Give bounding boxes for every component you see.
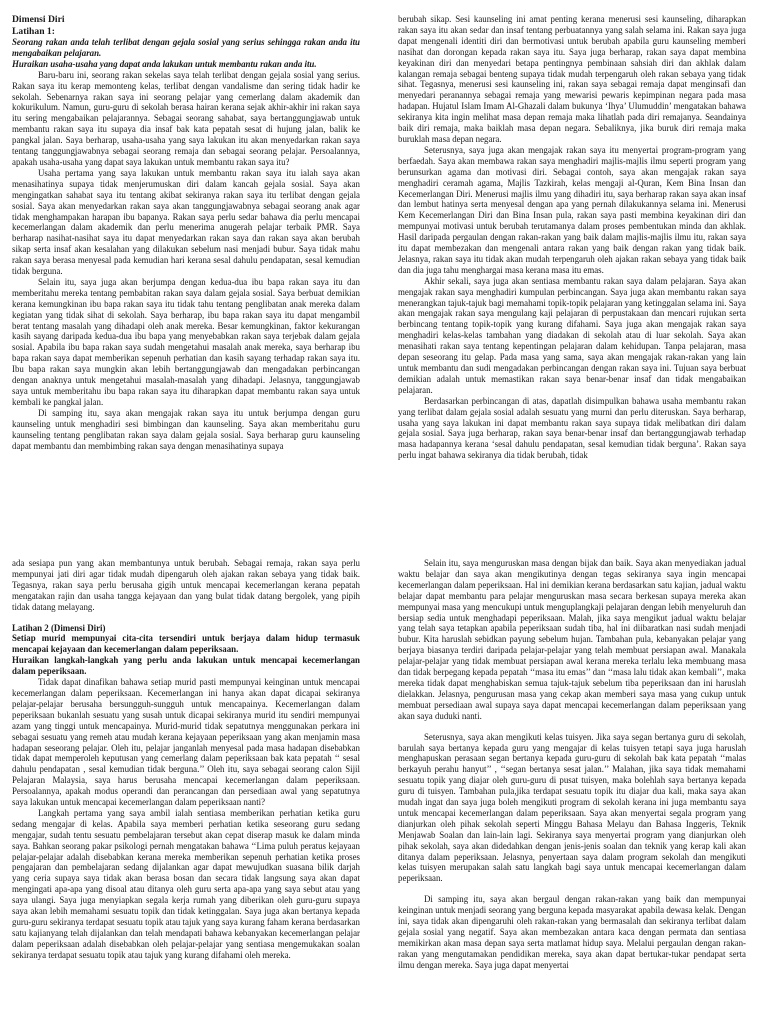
paragraph: Seterusnya, saya juga akan mengajak rakan saya itu menyertai program-program yang berfaedah. Saya akan membawa rakan saya menghadiri majlis-majlis ilmu seperti program yang berunsurkan agama dan motivasi diri. Sebagai contoh, saya akan mengajak rakan saya menghadiri ceramah agama, Majlis Tazkirah, kelas mengaji al-Quran, Kem Bina Insan dan Kecemerlangan Diri. Menerusi majlis ilmu yang dihadiri itu, saya berharap rakan saya akan insaf dan lembut hatinya serta menyesal dengan apa yang pernah dilakukannya selama ini. Menerusi Kem Kecemerlangan Diri dan Bina Insan pula, rakan saya pasti membina keyakinan diri dan mempunyai motivasi untuk berubah terutamanya dalam proses pembentukan minda dan akhlak. Hasil daripada pergaulan dengan rakan-rakan yang baik dalam majlis-majlis ilmu itu, rakan saya itu dapat membezakan dan mengenali antara rakan yang baik dengan rakan yang tidak baik. Jelasnya, rakan saya itu tidak akan mudah terpengaruh oleh ajakan rakan sebaya yang tidak baik dan dia juga tahu menghargai masa kerana masa itu emas. [398,144,746,275]
question-task: Huraikan usaha-usaha yang dapat anda lakukan untuk membantu rakan anda itu. [12,58,317,69]
spacer [12,613,360,623]
document-page-2 [0,500,768,1024]
page1-right-column [398,14,746,461]
page2-left-column [12,558,360,961]
question-task: Huraikan langkah-langkah yang perlu anda lakukan untuk mencapai kecemerlangan dalam peperiksaan. [12,655,360,677]
paragraph: Selain itu, saya menguruskan masa dengan bijak dan baik. Saya akan menyediakan jadual waktu belajar dan saya akan mengikutinya dengan tegas sekiranya saya ingin mencapai kecemerlangan dalam peperiksaan. Hal ini demikian kerana berdasarkan satu kajian, jadual waktu belajar dapat membantu para pelajar menguruskan masa secara berkesan supaya mereka akan mempunyai masa yang mencukupi untuk menguplangkaji pelajaran dengan lebih menyeluruh dan bersiap sedia untuk menghadapi peperiksaan. Malah, jika saya mengikut jadual waktu belajar yang telah saya tetapkan apabila peperiksaan sudah tiba, hal ini diibaratkan nasi sudah menjadi bubur. Kita haruslah sebidkan payung sebelum hujan. Tambahan pula, kebanyakan pelajar yang berjaya biasanya terdiri daripada pelajar-pelajar yang telah membuat persiapan awal. Manakala pelajar-pelajar yang tidak membuat persiapan awal kerana mereka terlalu leka membuang masa dan tidak berpegang kepada pepatah ‘‘masa itu emas’’ dan ‘‘masa lalu tidak akan kembali’’, maka mereka tidak dapat menghabiskan semua tajuk-tajuk sebelum tiba peperiksaan dan ini haruslah dielakkan. Jelasnya, pengurusan masa yang cekap akan memberi saya masa yang cukup untuk membuat persediaan awal supaya saya dapat mencapai kecemerlangan dalam peperiksaan yang akan saya duduki nanti. [398,558,746,721]
page2-right-column [398,558,746,971]
paragraph: Seterusnya, saya akan mengikuti kelas tuisyen. Jika saya segan bertanya guru di sekolah, barulah saya bertanya kepada guru yang mengajar di kelas tuisyen tetapi saya juga haruslah menghapuskan perasaan segan bertanya kepada guru-guru di sekolah bak kata pepatah ‘‘malas berkayuh perahu hanyut’’ , ‘‘segan bertanya sesat jalan.’’ Malahan, jika saya tidak memahami sesuatu topik yang diajar oleh guru-guru di pusat tuisyen, maka bolehlah saya bertanya kepada guru di tuisyen. Tambahan pula,jika terdapat sesuatu topik itu diajar dua kali, maka saya akan mudah ingat dan saya juga boleh mengikuti program di sekolah kerana ini juga membantu saya untuk mencapai kecemerlangan dalam peperiksaan. Saya akan menyertai segala program yang dianjurkan oleh pihak sekolah seperti Minggu Bahasa Melayu dan Bahasa Inggeris, Teknik Menjawab Soalan dan lain-lain lagi. Sekiranya saya menyertai program yang dianjurkan oleh pihak sekolah, saya akan didedahkan dengan jenis-jenis soalan dan teknik yang kerap kali akan ditanya dalam peperiksaan. Jelasnya, penyertaan saya dalam program sekolah dan mengikuti kelas tuisyen merupakan salah satu langkah bagi saya untuk mencapai kecemerlangan dalam peperiksaan. [398,731,746,884]
exercise-heading: Latihan 2 (Dimensi Diri) [12,622,106,633]
question-statement: Setiap murid mempunyai cita-cita tersendiri untuk berjaya dalam hidup termasuk mencapai kejayaan dan kecemerlangan dalam peperiksaan. [12,633,360,655]
paragraph: Di samping itu, saya akan mengajak rakan saya itu untuk berjumpa dengan guru kaunseling untuk menghadiri sesi bimbingan dan kaunseling. Saya akan memberitahu guru kaunseling tentang penglibatan rakan saya dalam gejala sosial. Saya berharap guru kaunseling dapat membantu dan membimbing rakan saya dengan menasihatinya supaya [12,407,360,451]
section-heading: Dimensi Diri [12,14,65,25]
paragraph: Selain itu, saya juga akan berjumpa dengan kedua-dua ibu bapa rakan saya itu dan memberitahu mereka tentang pembabitan rakan saya dalam gejala sosial. Saya berbuat demikian kerana kemungkinan ibu bapa rakan saya itu tidak tahu tentang penglibatan anak mereka dalam kegiatan yang tidak sihat di sekolah. Saya berharap, ibu bapa rakan saya itu dapat mengambil berat tentang masalah yang dihadapi oleh anak mereka. Besar kemungkinan, faktor kekurangan kasih sayang daripada kedua-dua ibu bapa yang menyebabkan rakan saya terjebak dalam gejala sosial. Apabila ibu bapa rakan saya sudah mengetahui masalah anak mereka, saya berharap ibu bapa rakan saya dapat memberikan sepenuh perhatian dan kasih sayang terhadap rakan saya itu. Ibu bapa rakan saya mungkin akan lebih bertanggungjawab dan mengadakan perbincangan dengan anaknya untuk mengetahui masalah-masalah yang dihadapi. Jelasnya, tanggungjawab saya untuk memberitahu ibu bapa rakan saya itu diharapkan dapat membantu rakan saya untuk kembali ke pangkal jalan. [12,276,360,407]
paragraph: Berdasarkan perbincangan di atas, dapatlah disimpulkan bahawa usaha membantu rakan yang terlibat dalam gejala sosial adalah sesuatu yang murni dan perlu diteruskan. Saya berharap, usaha yang saya lakukan ini dapat membantu rakan saya supaya tidak melibatkan diri dalam gejala sosial. Saya juga berharap, rakan saya benar-benar insaf dan bertanggungjawab terhadap masa hadapannya kerana ‘sesal dahulu pendapatan, sesal kemudian tidak berguna’. Rakan saya perlu ingat bahawa sekiranya dia tidak berubah, tidak [398,395,746,461]
paragraph: Langkah pertama yang saya ambil ialah sentiasa memberikan perhatian ketika guru sedang mengajar di kelas. Apabila saya memberi perhatian ketika seseorang guru sedang mengajar, sudah tentu sesuatu pembelajaran tersebut akan cepat diserap masuk ke dalam minda saya. Bahkan seorang pakar psikologi pernah mengatakan bahawa ‘‘Lima puluh peratus kejayaan pelajar-pelajar adalah disebabkan kerana mereka memberikan sepenuh perhatian ketika proses pengajaran dan pembelajaran sedang dijalankan agar dapat mewujudkan suasana bilik darjah yang ceria supaya saya tidak akan berasa bosan dan secara tidak langsung saya akan dapat mengingati apa-apa yang disoal atau ditanya oleh guru serta apa-apa yang saya sebut atau yang saya ulangi. Saya juga menyiapkan segala kerja rumah yang diberikan oleh guru-guru supaya saya akan lebih memahami sesuatu topik dan tidak ketinggalan. Saya juga akan bertanya kepada guru-guru sekiranya terdapat sesuatu topik atau tajuk yang saya kurang faham kerana berdasarkan satu kajianyang telah dijalankan dan telah mendapati bahawa kebanyakan kecemerlangan pelajar dalam peperiksaan adalah disebabkan oleh pelajar-pelajar yang sentiasa mengemukakan soalan sekiranya terdapat sesuatu topik atau tajuk yang kurang difahami oleh mereka. [12,807,360,960]
paragraph: Akhir sekali, saya juga akan sentiasa membantu rakan saya dalam pelajaran. Saya akan mengajak rakan saya menghadiri kumpulan perbincangan. Saya juga akan membantu rakan saya menerangkan tajuk-tajuk bagi memahami topik-topik pelajaran yang ketinggalan selama ini. Saya akan mengajak rakan saya mengulang kaji pelajaran di perpustakaan dan mencari rujukan serta berbincang tentang topik-topik yang kurang difahami. Saya juga akan mengajak rakan saya menghadiri kelas-kelas tambahan yang diadakan di sekolah atau di luar sekolah. Saya akan menasihati rakan saya tentang kepentingan pelajaran dalam kehidupan. Tanpa pelajaran, masa depan seseorang itu gelap. Pada masa yang sama, saya akan mengajak rakan-rakan yang lain untuk membantu dan sudi mengadakan perbincangan dengan rakan saya ini. Tujuan saya berbuat demikian adalah untuk memastikan rakan saya benar-benar insaf dan tidak mengabaikan pelajaran. [398,275,746,395]
exercise-heading: Latihan 1: [12,25,55,37]
paragraph: ada sesiapa pun yang akan membantunya untuk berubah. Sebagai remaja, rakan saya perlu mempunyai jati diri agar tidak mudah dipengaruh oleh ajakan rakan sebaya yang tidak baik. Tegasnya, rakan saya perlu berusaha gigih untuk mencapai kecemerlangan kerana pepatah mengatakan rajin dan usaha tangga kejayaan dan yang bulat tidak datang bergolek, yang pipih tidak datang melayang. [12,558,360,612]
paragraph: berubah sikap. Sesi kaunseling ini amat penting kerana menerusi sesi kaunseling, diharapkan rakan saya itu akan sedar dan insaf tentang perbuatannya yang salah selama ini. Rakan saya juga dapat mengenali identiti diri dan bermotivasi untuk berubah apabila guru kaunseling memberi nasihat dan dorongan kepada rakan saya itu. Saya juga berharap, rakan saya dapat membina keyakinan diri dan menyedari betapa pentingnya pembinaan sahsiah diri dan akhlak dalam kalangan remaja sebagai benteng supaya tidak mudah terpengaruh oleh rakan sebaya yang tidak sihat. Tegasnya, menerusi sesi kaunseling ini, rakan saya sebagai remaja dapat menginsafi dan menyedari peranannya sebagai remaja yang mewarisi pewaris kepimpinan negara pada masa hadapan. Hujatul Islam Imam Al-Ghazali dalam bukunya ‘Ihya’ Ulumuddin’ mengatakan bahawa sekiranya kita ingin melihat masa depan remaja maka lihatlah pada diri remajanya. Seandainya baik diri remaja, maka baiklah masa depan negara. Sebaliknya, jika buruk diri remaja maka buruklah masa depan negara. [398,14,746,144]
spacer [398,722,746,732]
paragraph: Usaha pertama yang saya lakukan untuk membantu rakan saya itu ialah saya akan menasihatinya supaya tidak menjerumuskan diri dalam kancah gejala sosial. Saya akan mengingatkan sahabat saya itu tentang akibat sekiranya rakan saya itu terlibat dengan gejala sosial. Saya akan menyedarkan rakan saya akan tanggungjawabnya sebagai seorang anak agar tidak menghampakan harapan ibu bapanya. Rakan saya perlu sedar bahawa dia perlu mencapai kecemerlangan dalam akademik dan perlu menerima anugerah pelajar terbaik PMR. Saya berharap nasihat-nasihat saya itu dapat menyedarkan rakan saya dan rakan saya akan berubah sikap serta insaf akan kesalahan yang dilakukan sebelum nasi menjadi bubur. Saya tidak mahu rakan saya berasa menyesal pada kemudian hari kerana sesal dahulu pendapatan, sesal kemudian tidak berguna. [12,167,360,277]
paragraph: Baru-baru ini, seorang rakan sekelas saya telah terlibat dengan gejala sosial yang serius. Rakan saya itu kerap memonteng kelas, terlibat dengan vandalisme dan sering tidak hadir ke sekolah. Sebenarnya rakan saya ini seorang pelajar yang cemerlang dalam akademik dan kokurikulum. Namun, guru-guru di sekolah berasa hairan kerana sejak akhir-akhir ini rakan saya itu sering mengabaikan pelajarannya. Sebagai seorang sahabat, saya bertanggungjawab untuk membantu rakan saya itu supaya dia insaf bak kata pepatah sesat di hujung jalan, balik ke pangkal jalan. Saya berharap, usaha-usaha yang saya lakukan itu akan menyedarkan rakan saya tentang tanggungjawabnya sebagai seorang remaja dan sebagai seorang pelajar. Persoalannya, apakah usaha-usaha yang dapat saya lakukan untuk membantu rakan saya itu? [12,69,360,167]
page1-left-column [12,14,360,451]
paragraph: Tidak dapat dinafikan bahawa setiap murid pasti mempunyai keinginan untuk mencapai kecemerlangan dalam peperiksaan. Kecemerlangan ini hanya akan dapat dicapai sekiranya pelajar-pelajar berusaha bersungguh-sungguh untuk mencapainya. Kecemerlangan dalam peperiksaan bukanlah sesuatu yang susah untuk dicapai sekiranya murid itu sendiri mempunyai azam yang tinggi untuk mencapainya. Murid-murid tidak sepatutnya menggunakan perkara ini sebagai sesuatu yang remeh atau mudah kerana kejayaan peperiksaan yang akan menjamin masa hadapan seseorang pelajar. Oleh itu, pelajar janganlah menyesal pada masa hadapan disebabkan tidak dapat memperoleh keputusan yang cemerlang dalam peperiksaan bak kata pepatah ‘‘ sesal dahulu pendapatan , sesal kemudian tidak berguna.’’ Oleh itu, saya sebagai seorang calon Sijil Pelajaran Malaysia, saya harus berusaha mencapai kecemerlangan dalam peperiksaan. Persoalannya, apakah modus operandi dan perancangan dan persediaan awal yang sepatutnya saya lakukan untuk mencapai kecemerlangan dalam peperiksaan nanti? [12,677,360,808]
question-statement: Seorang rakan anda telah terlibat dengan gejala sosial yang serius sehingga rakan anda itu mengabaikan pelajaran. [12,37,360,58]
spacer [398,884,746,894]
paragraph: Di samping itu, saya akan bergaul dengan rakan-rakan yang baik dan mempunyai keinginan untuk menjadi seorang yang berguna kepada masyarakat apabila dewasa kelak. Dengan ini, saya tidak akan dipengaruhi oleh rakan-rakan yang bermasalah dan sekiranya terlibat dalam gejala sosial yang negatif. Saya akan membezakan antara kaca dengan permata dan sentiasa memikirkan akan masa depan saya serta matlamat hidup saya. Melalui pergaulan dengan rakan-rakan yang mengutamakan pendidikan mereka, saya akan dapat bertukar-tukar pendapat serta ilmu dengan mereka. Saya juga dapat menyertai [398,894,746,970]
